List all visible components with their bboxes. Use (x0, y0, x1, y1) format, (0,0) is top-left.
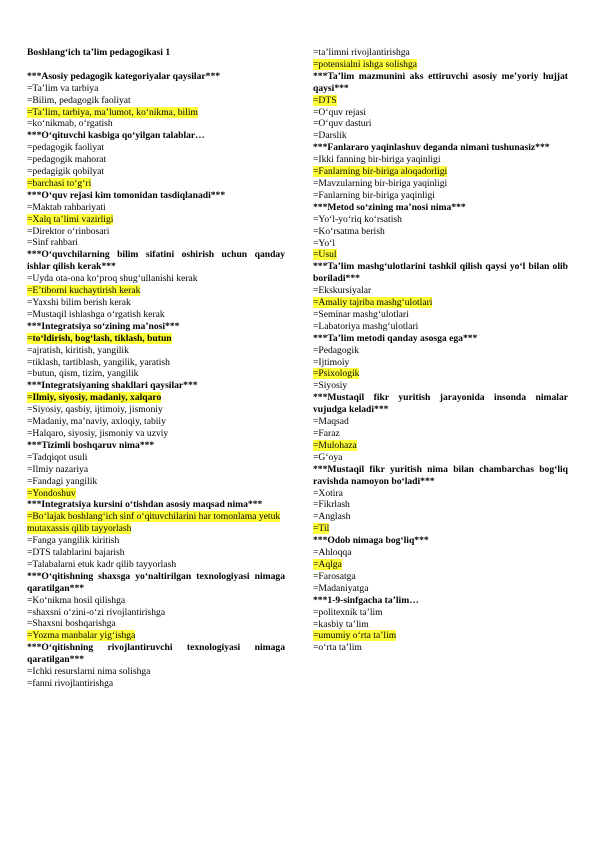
answer-text: =Darslik (313, 130, 347, 142)
line-text: ***1-9-sinfgacha ta’lim… (313, 594, 419, 606)
answer-text: =Amaliy tajriba mashg‘ulotlari (313, 297, 433, 309)
line-text: ***Tizimli boshqaruv nima*** (27, 439, 155, 451)
line-text: ***Fanlararo yaqinlashuv deganda nimani tushunasiz*** (313, 142, 550, 154)
answer-option (313, 190, 568, 202)
answer-option-correct (27, 214, 285, 226)
answer-option (313, 47, 568, 59)
answer-option (313, 619, 568, 631)
answer-text: =G‘oya (313, 451, 343, 463)
answer-text: =Ichki resurslarni nima solishga (27, 666, 151, 678)
question-text (313, 142, 568, 154)
line-text: ***Metod so‘zining ma’nosi nima*** (313, 201, 466, 213)
answer-option-correct (313, 249, 568, 261)
answer-option (27, 535, 285, 547)
answer-option (27, 464, 285, 476)
question-text (27, 130, 285, 142)
answer-text: =Seminar mashg‘ulotlari (313, 308, 409, 320)
answer-text: =Xalq ta’limi vazirligi (27, 213, 114, 225)
answer-text: =Mulohaza (313, 439, 357, 451)
line-text: ***Asosiy pedagogik kategoriyalar qaysilar*** (27, 70, 221, 82)
answer-text: =o‘rta ta’lim (313, 642, 362, 654)
answer-option-correct (313, 368, 568, 380)
answer-text: =Yaxshi bilim berish kerak (27, 297, 131, 309)
answer-text: =Yo‘l-yo‘riq ko‘rsatish (313, 213, 402, 225)
answer-option (27, 345, 285, 357)
answer-text: =Maktab rahbariyati (27, 201, 106, 213)
question-text (313, 71, 568, 95)
answer-option (27, 95, 285, 107)
answer-text: =Fanlarning bir-biriga yaqinligi (313, 189, 435, 201)
answer-option (27, 666, 285, 678)
answer-option (313, 488, 568, 500)
answer-option (313, 583, 568, 595)
answer-option (27, 618, 285, 630)
answer-text: =Farosatga (313, 570, 356, 582)
answer-option (27, 678, 285, 690)
answer-option (313, 428, 568, 440)
answer-option-correct (313, 440, 568, 452)
answer-text: =Ko‘rsatma berish (313, 225, 385, 237)
question-text (313, 202, 568, 214)
answer-text: =Aqlga (313, 558, 342, 570)
answer-option (27, 226, 285, 238)
answer-option-correct (27, 488, 285, 500)
answer-option (313, 107, 568, 119)
answer-text: =Yozma manbalar yig‘ishga (27, 630, 136, 642)
answer-text: =pedagigik qobilyat (27, 166, 105, 178)
answer-text: =kasbiy ta’lim (313, 618, 369, 630)
answer-text: =Siyosiy, qasbiy, ijtimoiy, jismoniy (27, 404, 163, 416)
answer-text: =to‘ldirish, bog‘lash, tiklash, butun (27, 332, 172, 344)
answer-option (313, 416, 568, 428)
answer-option (313, 452, 568, 464)
answer-text: =Shaxsni boshqarishga (27, 618, 116, 630)
answer-option (27, 142, 285, 154)
question-text (313, 464, 568, 488)
answer-option (313, 178, 568, 190)
answer-text: =Sinf rahbari (27, 237, 78, 249)
answer-option-correct (27, 511, 285, 535)
answer-text: =Mavzularning bir-biriga yaqinligi (313, 177, 448, 189)
answer-option (313, 642, 568, 654)
answer-text: =Fikrlash (313, 499, 350, 511)
line-text: ***O‘qitishning rivojlantiruvchi texnologiyasi nimaga qaratilgan*** (27, 642, 285, 666)
answer-text: =pedagogik mahorat (27, 154, 107, 166)
question-text (313, 392, 568, 416)
answer-text: =fanni rivojlantirishga (27, 678, 114, 690)
answer-text: =Labatoriya mashg‘ulotlari (313, 320, 419, 332)
question-text (27, 380, 285, 392)
line-text: ***Odob nimaga bog‘liq*** (313, 535, 429, 547)
answer-text: =Yondoshuv (27, 487, 76, 499)
line-text: Boshlang‘ich ta’lim pedagogikasi 1 (27, 47, 171, 58)
answer-option-correct (27, 285, 285, 297)
question-text (313, 333, 568, 345)
answer-text: =Til (313, 523, 330, 535)
answer-text: =shaxsni o‘zini-o‘zi rivojlantirishga (27, 606, 166, 618)
answer-text: =Anglash (313, 511, 351, 523)
document-title (27, 47, 285, 59)
answer-text: =potensialni ishga solishga (313, 58, 418, 70)
answer-text: =Psixologik (313, 368, 360, 380)
question-text (27, 71, 285, 83)
line-text: ***O‘quv rejasi kim tomonidan tasdiqlanadi*** (27, 189, 226, 201)
answer-text: =Madaniy, ma’naviy, axloqiy, tabiiy (27, 416, 166, 428)
answer-text: =Halqaro, siyosiy, jismoniy va uzviy (27, 427, 169, 439)
answer-text: =Maqsad (313, 416, 349, 428)
answer-text: =O‘quv rejasi (313, 106, 367, 118)
answer-text: =Bo‘lajak boshlang‘ich sinf o‘qituvchilarini har tomonlama yetuk mutaxassis qilib tayyorlash (27, 511, 281, 535)
answer-text: =Yo‘l (313, 237, 336, 249)
answer-text: =Ikki fanning bir-biriga yaqinligi (313, 154, 441, 166)
answer-text: =butun, qism, tizim, yangilik (27, 368, 139, 380)
answer-text: =Ijtimoiy (313, 356, 350, 368)
answer-option-correct (27, 630, 285, 642)
answer-option-correct (313, 297, 568, 309)
answer-option (27, 154, 285, 166)
answer-text: =Uyda ota-ona ko‘proq shug‘ullanishi kerak (27, 273, 198, 285)
question-text (27, 440, 285, 452)
answer-text: =O‘quv dasturi (313, 118, 372, 130)
answer-option-correct (313, 95, 568, 107)
answer-option (27, 452, 285, 464)
answer-option-correct (313, 523, 568, 535)
answer-option (27, 607, 285, 619)
answer-option (27, 202, 285, 214)
answer-option (313, 285, 568, 297)
answer-text: =Fanlarning bir-biriga aloqadorligi (313, 166, 448, 178)
answer-text: =barchasi to‘g‘ri (27, 177, 92, 189)
answer-option (313, 511, 568, 523)
answer-option (313, 130, 568, 142)
answer-option (27, 309, 285, 321)
answer-text: =Faraz (313, 428, 340, 439)
answer-text: =ko‘nikmab, o‘rgatish (27, 118, 113, 130)
answer-text: =Talabalarni etuk kadr qilib tayyorlash (27, 558, 177, 570)
answer-option-correct (313, 630, 568, 642)
answer-option-correct (27, 392, 285, 404)
question-text (27, 249, 285, 273)
answer-option-correct (313, 166, 568, 178)
question-text (27, 321, 285, 333)
answer-option (313, 309, 568, 321)
answer-option (27, 476, 285, 488)
answer-option (27, 595, 285, 607)
answer-text: =Xotira (313, 487, 343, 499)
line-text: ***O‘qitishning shaxsga yo‘naltirilgan texnologiyasi nimaga qaratilgan*** (27, 570, 285, 594)
line-text: ***Ta’lim metodi qanday asosga ega*** (313, 332, 478, 344)
answer-text: =Pedagogik (313, 344, 359, 356)
answer-text: =Ilmiy, siyosiy, madaniy, xalqaro (27, 392, 162, 404)
answer-option (27, 83, 285, 95)
answer-option (313, 345, 568, 357)
answer-text: =Ta’lim va tarbiya (27, 82, 99, 94)
question-text (27, 499, 285, 511)
left-column (27, 47, 285, 690)
right-column (313, 47, 568, 654)
answer-option (313, 214, 568, 226)
line-text: ***Integratsiya kursini o‘tishdan asosiy maqsad nima*** (27, 499, 263, 511)
answer-option (27, 547, 285, 559)
question-text (313, 595, 568, 607)
answer-option (27, 559, 285, 571)
answer-text: =ta’limni rivojlantirishga (313, 47, 410, 58)
answer-option (313, 571, 568, 583)
answer-option (313, 357, 568, 369)
line-text: ***Mustaqil fikr yuritish jarayonida insonda nimalar vujudga keladi*** (313, 392, 568, 416)
answer-option (27, 428, 285, 440)
answer-text: =Tadqiqot usuli (27, 451, 88, 463)
answer-text: =Fandagi yangilik (27, 475, 98, 487)
question-text (27, 642, 285, 666)
question-text (27, 571, 285, 595)
answer-text: =DTS talablarini bajarish (27, 547, 125, 559)
answer-option (313, 499, 568, 511)
answer-option (313, 226, 568, 238)
question-text (313, 535, 568, 547)
line-text: ***O‘qituvchi kasbiga qo‘yilgan talablar… (27, 130, 205, 142)
answer-option (27, 118, 285, 130)
line-text: ***O‘quvchilarning bilim sifatini oshirish uchun qanday ishlar qilish kerak*** (27, 249, 285, 273)
answer-option (313, 118, 568, 130)
answer-text: =Ko‘nikma hosil qilishga (27, 594, 126, 606)
answer-text: =Usul (313, 249, 337, 261)
answer-option (27, 237, 285, 249)
line-text: ***Integratsiyaning shakllari qaysilar*** (27, 380, 198, 392)
answer-option-correct (313, 559, 568, 571)
answer-option-correct (27, 107, 285, 119)
answer-option (313, 321, 568, 333)
answer-text: =ajratish, kiritish, yangilik (27, 344, 129, 356)
answer-option (313, 380, 568, 392)
answer-text: =E’tiborni kuchaytirish kerak (27, 285, 141, 297)
answer-text: =umumiy o‘rta ta’lim (313, 630, 397, 642)
answer-text: =Mustaqil ishlashga o‘rgatish kerak (27, 308, 165, 320)
line-text: ***Ta’lim mazmunini aks ettiruvchi asosiy me’yoriy hujjat qaysi*** (313, 70, 568, 94)
answer-option (27, 297, 285, 309)
answer-text: =Madaniyatga (313, 582, 369, 594)
answer-text: =politexnik ta’lim (313, 606, 383, 618)
answer-option-correct (27, 333, 285, 345)
answer-option (27, 273, 285, 285)
line-text: ***Integratsiya so‘zining ma’nosi*** (27, 320, 180, 332)
answer-option (313, 154, 568, 166)
answer-option (27, 416, 285, 428)
answer-text: =Fanga yangilik kiritish (27, 535, 120, 547)
answer-option-correct (313, 59, 568, 71)
answer-text: =Ilmiy nazariya (27, 463, 89, 475)
answer-text: =Direktor o‘rinbosari (27, 225, 110, 237)
question-text (313, 261, 568, 285)
answer-option (313, 607, 568, 619)
line-text: ***Mustaqil fikr yuritish nima bilan chambarchas bog‘liq ravishda namoyon bo‘ladi*** (313, 463, 568, 487)
answer-text: =Siyosiy (313, 380, 348, 392)
answer-text: =tiklash, tartiblash, yangilik, yaratish (27, 356, 170, 368)
line-text: ***Ta’lim mashg‘ulotlarini tashkil qilish qaysi yo‘l bilan olib boriladi*** (313, 261, 568, 285)
answer-text: =Bilim, pedagogik faoliyat (27, 94, 131, 106)
answer-option-correct (27, 178, 285, 190)
answer-text: =Ekskursiyalar (313, 285, 372, 297)
answer-option (313, 547, 568, 559)
answer-option (27, 357, 285, 369)
answer-text: =pedagogik faoliyat (27, 142, 105, 154)
blank-line (27, 59, 285, 71)
answer-option (27, 166, 285, 178)
answer-option (313, 238, 568, 250)
answer-text: =Ahloqqa (313, 547, 352, 559)
answer-text: =DTS (313, 94, 337, 106)
answer-option (27, 404, 285, 416)
question-text (27, 190, 285, 202)
answer-text: =Ta’lim, tarbiya, ma’lumot, ko‘nikma, bilim (27, 106, 198, 118)
answer-option (27, 368, 285, 380)
